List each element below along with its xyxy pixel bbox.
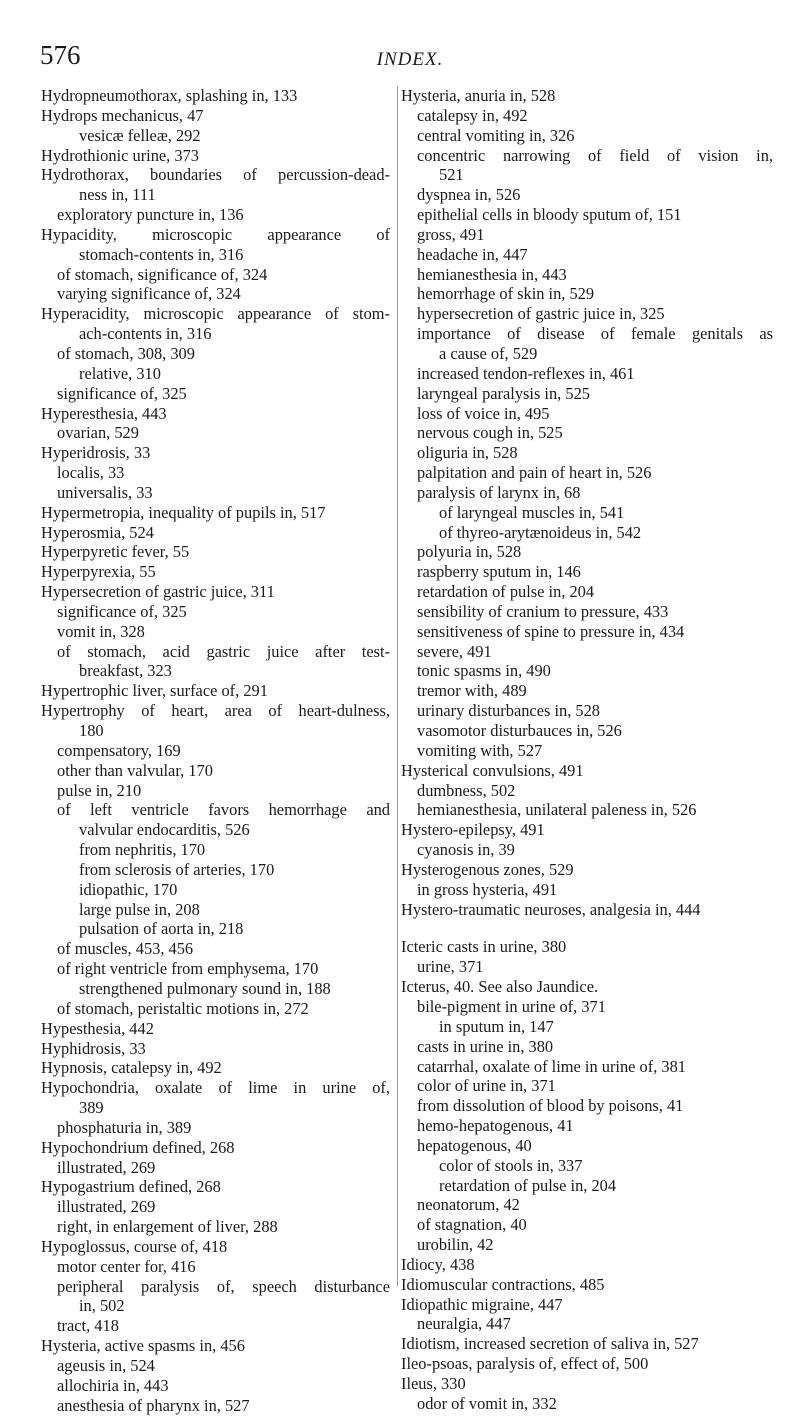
index-subentry: of stomach, 308, 309: [57, 343, 195, 363]
index-subentry: pulsation of aorta in, 218: [79, 919, 244, 939]
index-subentry: motor center for, 416: [57, 1256, 196, 1276]
index-subentry: nervous cough in, 525: [417, 423, 563, 443]
index-subentry: importance of disease of female genitals as: [417, 324, 773, 344]
index-entry: Hysterogenous zones, 529: [401, 859, 574, 879]
index-subentry: hemianesthesia in, 443: [417, 264, 567, 284]
index-subentry: sensitiveness of spine to pressure in, 434: [417, 621, 685, 641]
index-subentry: in gross hysteria, 491: [417, 879, 558, 899]
index-subentry: of thyreo-arytænoideus in, 542: [439, 522, 642, 542]
index-subentry: increased tendon-reflexes in, 461: [417, 363, 635, 383]
index-entry: Idiomuscular contractions, 485: [401, 1274, 605, 1294]
index-subentry: tremor with, 489: [417, 681, 527, 701]
index-subentry: palpitation and pain of heart in, 526: [417, 463, 652, 483]
index-subentry: vasomotor disturbauces in, 526: [417, 721, 622, 740]
index-column-left: [41, 86, 390, 1416]
index-subentry: laryngeal paralysis in, 525: [417, 383, 590, 403]
index-entry: Hypoglossus, course of, 418: [41, 1236, 228, 1256]
index-entry: Hyperosmia, 524: [41, 522, 154, 542]
index-column-right: [401, 86, 773, 1414]
index-entry: Hydrothionic urine, 373: [41, 145, 199, 165]
index-entry: Hypogastrium defined, 268: [41, 1177, 221, 1197]
index-subentry: hemo-hepatogenous, 41: [417, 1116, 574, 1136]
index-subentry: illustrated, 269: [57, 1157, 156, 1177]
index-entry: Hypnosis, catalepsy in, 492: [41, 1058, 222, 1078]
index-subentry: tonic spasms in, 490: [417, 661, 551, 681]
index-subentry: raspberry sputum in, 146: [417, 562, 581, 582]
index-subentry: 521: [439, 165, 464, 185]
index-subentry: sensibility of cranium to pressure, 433: [417, 601, 669, 621]
index-entry: Icteric casts in urine, 380: [401, 937, 567, 957]
index-subentry: central vomiting in, 326: [417, 125, 575, 145]
index-entry: Hysteria, anuria in, 528: [401, 86, 556, 105]
index-subentry: gross, 491: [417, 224, 485, 244]
index-subentry: universalis, 33: [57, 482, 153, 502]
index-subentry: ness in, 111: [79, 185, 156, 205]
index-subentry: phosphaturia in, 389: [57, 1117, 192, 1137]
index-entry: Hyperpyretic fever, 55: [41, 542, 190, 562]
index-subentry: hemorrhage of skin in, 529: [417, 284, 595, 304]
index-subentry: strengthened pulmonary sound in, 188: [79, 978, 331, 998]
index-subentry: color of urine in, 371: [417, 1076, 556, 1096]
index-subentry: ovarian, 529: [57, 423, 139, 443]
index-subentry: localis, 33: [57, 463, 125, 483]
index-subentry: pulse in, 210: [57, 780, 142, 800]
index-subentry: relative, 310: [79, 363, 161, 383]
index-subentry: from nephritis, 170: [79, 840, 206, 860]
index-subentry: anesthesia of pharynx in, 527: [57, 1395, 250, 1415]
index-entry: Hypochondrium defined, 268: [41, 1137, 235, 1157]
index-subentry: significance of, 325: [57, 601, 187, 621]
index-entry: Hypertrophy of heart, area of heart-dulness,: [41, 701, 390, 721]
index-subentry: hypersecretion of gastric juice in, 325: [417, 304, 665, 324]
index-subentry: of stagnation, 40: [417, 1215, 527, 1235]
index-subentry: polyuria in, 528: [417, 542, 522, 562]
index-subentry: neonatorum, 42: [417, 1195, 520, 1215]
index-subentry: severe, 491: [417, 641, 492, 661]
index-entry: Hydropneumothorax, splashing in, 133: [41, 86, 298, 105]
index-subentry: in sputum in, 147: [439, 1016, 554, 1036]
index-subentry: urinary disturbances in, 528: [417, 701, 600, 721]
index-subentry: neuralgia, 447: [417, 1314, 511, 1334]
index-entry: Icterus, 40. See also Jaundice.: [401, 977, 599, 997]
index-entry: Idiotism, increased secretion of saliva in, 527: [401, 1334, 699, 1354]
index-entry: Hydrops mechanicus, 47: [41, 105, 204, 125]
index-subentry: hepatogenous, 40: [417, 1135, 532, 1155]
index-subentry: concentric narrowing of field of vision in,: [417, 145, 773, 165]
index-subentry: casts in urine in, 380: [417, 1036, 554, 1056]
index-subentry: vomiting with, 527: [417, 740, 543, 760]
index-subentry: a cause of, 529: [439, 343, 538, 363]
index-entry: Hypermetropia, inequality of pupils in, 517: [41, 502, 326, 522]
index-entry: Hypacidity, microscopic appearance of: [41, 224, 390, 244]
index-entry: Hystero-epilepsy, 491: [401, 820, 545, 840]
index-subentry: significance of, 325: [57, 383, 187, 403]
index-subentry: paralysis of larynx in, 68: [417, 482, 581, 502]
index-entry: Idiopathic migraine, 447: [401, 1294, 563, 1314]
index-subentry: odor of vomit in, 332: [417, 1393, 557, 1413]
index-subentry: large pulse in, 208: [79, 899, 200, 919]
index-subentry: varying significance of, 324: [57, 284, 241, 304]
index-subentry: of right ventricle from emphysema, 170: [57, 959, 319, 979]
index-subentry: compensatory, 169: [57, 740, 181, 760]
index-subentry: peripheral paralysis of, speech disturbance: [57, 1276, 390, 1296]
index-entry: Hypersecretion of gastric juice, 311: [41, 582, 275, 602]
index-subentry: ageusis in, 524: [57, 1356, 155, 1375]
index-subentry: of left ventricle favors hemorrhage and: [57, 800, 390, 820]
index-subentry: illustrated, 269: [57, 1197, 156, 1217]
index-entry: Idiocy, 438: [401, 1254, 475, 1274]
index-subentry: hemianesthesia, unilateral paleness in, 526: [417, 800, 697, 820]
index-entry: Hyperacidity, microscopic appearance of stom-: [41, 304, 390, 324]
index-entry: Hydrothorax, boundaries of percussion-dead-: [41, 165, 390, 185]
index-subentry: stomach-contents in, 316: [79, 244, 244, 264]
index-subentry: color of stools in, 337: [439, 1155, 583, 1175]
index-subentry: urine, 371: [417, 957, 484, 977]
index-subentry: valvular endocarditis, 526: [79, 820, 250, 840]
index-subentry: epithelial cells in bloody sputum of, 151: [417, 205, 682, 225]
index-entry: Ileus, 330: [401, 1374, 466, 1393]
index-subentry: tract, 418: [57, 1316, 119, 1336]
index-entry: Hyperidrosis, 33: [41, 443, 151, 463]
index-entry: Hystero-traumatic neuroses, analgesia in, 444: [401, 899, 701, 919]
index-entry: Hypochondria, oxalate of lime in urine of,: [41, 1078, 390, 1098]
page-header: [40, 40, 780, 80]
index-entry: Hypertrophic liver, surface of, 291: [41, 681, 268, 701]
index-subentry: 389: [79, 1098, 104, 1118]
index-subentry: of muscles, 453, 456: [57, 939, 194, 959]
index-subentry: 180: [79, 721, 104, 740]
index-subentry: idiopathic, 170: [79, 879, 178, 899]
index-subentry: from sclerosis of arteries, 170: [79, 859, 275, 879]
index-subentry: allochiria in, 443: [57, 1375, 169, 1395]
index-subentry: urobilin, 42: [417, 1235, 494, 1255]
index-subentry: oliguria in, 528: [417, 443, 518, 463]
index-subentry: loss of voice in, 495: [417, 403, 550, 423]
index-entry: Ileo-psoas, paralysis of, effect of, 500: [401, 1354, 649, 1374]
index-subentry: of stomach, acid gastric juice after test-: [57, 641, 390, 661]
index-entry: Hypesthesia, 442: [41, 1018, 154, 1038]
index-subentry: ach-contents in, 316: [79, 324, 212, 344]
index-subentry: vesicæ felleæ, 292: [79, 125, 201, 145]
page-number: 576: [40, 40, 81, 70]
index-subentry: of stomach, significance of, 324: [57, 264, 268, 284]
index-subentry: bile-pigment in urine of, 371: [417, 996, 606, 1016]
index-subentry: other than valvular, 170: [57, 760, 213, 780]
index-subentry: exploratory puncture in, 136: [57, 205, 244, 225]
column-divider: [397, 86, 398, 1286]
index-subentry: retardation of pulse in, 204: [417, 582, 595, 602]
index-entry: Hysterical convulsions, 491: [401, 760, 584, 780]
index-entry: Hyperesthesia, 443: [41, 403, 167, 423]
index-subentry: catarrhal, oxalate of lime in urine of, 381: [417, 1056, 686, 1076]
index-subentry: of stomach, peristaltic motions in, 272: [57, 998, 309, 1018]
index-subentry: vomit in, 328: [57, 621, 145, 641]
index-entry: Hyperpyrexia, 55: [41, 562, 156, 582]
index-subentry: dumbness, 502: [417, 780, 516, 800]
index-entry: Hysteria, active spasms in, 456: [41, 1336, 245, 1356]
index-subentry: headache in, 447: [417, 244, 528, 264]
index-subentry: retardation of pulse in, 204: [439, 1175, 617, 1195]
index-subentry: of laryngeal muscles in, 541: [439, 502, 625, 522]
index-subentry: breakfast, 323: [79, 661, 172, 681]
index-subentry: right, in enlargement of liver, 288: [57, 1217, 278, 1237]
index-subentry: from dissolution of blood by poisons, 41: [417, 1096, 684, 1116]
index-subentry: dyspnea in, 526: [417, 185, 521, 205]
index-subentry: in, 502: [79, 1296, 125, 1316]
index-subentry: catalepsy in, 492: [417, 105, 528, 125]
running-title: INDEX.: [376, 49, 444, 70]
letter-section-gap: [401, 919, 773, 937]
index-subentry: cyanosis in, 39: [417, 840, 515, 860]
index-entry: Hyphidrosis, 33: [41, 1038, 146, 1058]
